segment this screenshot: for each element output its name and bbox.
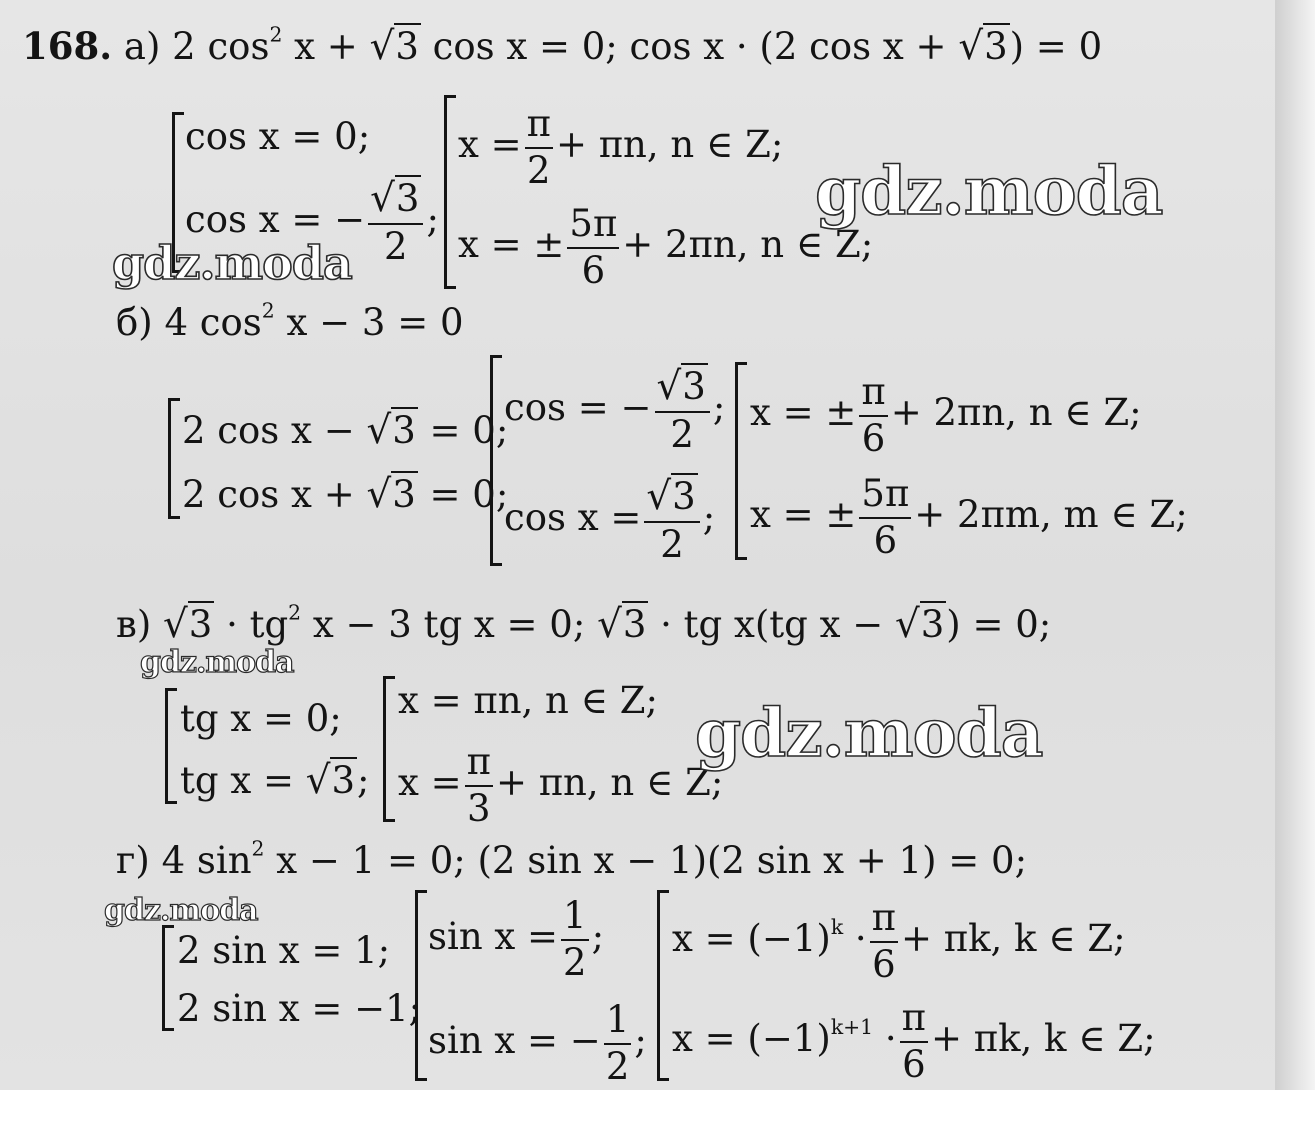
- equation: 2 sin x = −1;: [177, 987, 422, 1030]
- equation: 2 sin x = 1;: [177, 929, 391, 972]
- line-v: в) $√3 \cdot tg^2$ x − 3 tg x = 0; √3 · tg x(tg x − √3) = 0;: [116, 600, 1052, 647]
- problem-number: 168.: [22, 24, 113, 68]
- system-bracket: [444, 95, 456, 289]
- label-a: а): [123, 25, 161, 68]
- sqrt-3: √3: [958, 24, 1008, 69]
- system-bracket: [165, 688, 177, 804]
- equation: x = $\frac{\pi}{2}$ + πn, n ∈ Z;: [458, 102, 784, 192]
- system-bracket: [383, 676, 395, 822]
- label-v: в): [116, 603, 152, 646]
- watermark: gdz.moda: [815, 152, 1163, 230]
- line-b: б) 4 $\cos^2 x - 3 = 0$: [116, 298, 464, 344]
- sqrt-3: √3: [369, 24, 419, 69]
- equation: 2 cos x + √3 = 0;: [182, 472, 509, 517]
- equation: sin x = − $\frac{1}{2}$ ;: [428, 998, 647, 1088]
- system-bracket: [168, 398, 180, 519]
- equation: sin x = $\frac{1}{2}$ ;: [428, 894, 605, 984]
- equation: 2 cos x − √3 = 0;: [182, 408, 509, 453]
- watermark: gdz.moda: [112, 236, 352, 290]
- equation: tg x = √3;: [180, 758, 370, 803]
- equation: cos = − $\frac{√3}{2}$ ;: [504, 364, 726, 456]
- system-bracket: [490, 355, 502, 566]
- page-edge-shadow: [1275, 0, 1315, 1090]
- system-bracket: [415, 890, 427, 1081]
- system-bracket: [657, 890, 669, 1081]
- equation: cos x = 0;: [185, 115, 371, 158]
- equation: x = ± $\frac{5\pi}{6}$ + 2πm, m ∈ Z;: [750, 472, 1188, 562]
- watermark: gdz.moda: [695, 694, 1043, 772]
- equation: cos x = − $\frac{√3}{2}$ ;: [185, 176, 439, 268]
- equation: tg x = 0;: [180, 697, 342, 740]
- system-bracket: [162, 925, 174, 1031]
- watermark: gdz.moda: [140, 645, 294, 680]
- equation: x = $\frac{\pi}{3}$ + πn, n ∈ Z;: [398, 740, 724, 830]
- equation: x = ± $\frac{\pi}{6}$ + 2πn, n ∈ Z;: [750, 370, 1142, 460]
- equation: $x = (-1)^{k+1}$ · $\frac{\pi}{6}$ + πk, k ∈ Z;: [672, 996, 1156, 1086]
- equation: x = πn, n ∈ Z;: [398, 679, 658, 722]
- label-g: г): [116, 839, 150, 882]
- label-b: б): [116, 301, 153, 344]
- equation: x = ± $\frac{5\pi}{6}$ + 2πn, n ∈ Z;: [458, 202, 874, 292]
- line-g: г) 4 $\sin^2 x - 1 = 0$; (2 sin x − 1)(2 sin x + 1) = 0;: [116, 836, 1028, 882]
- equation: $x = (-1)^k$ · $\frac{\pi}{6}$ + πk, k ∈ Z;: [672, 896, 1126, 986]
- line-a: 168. а) 2 $\cos^2 x + √3$ cos x = 0; cos x · (2 cos x + √3) = 0: [22, 22, 1103, 69]
- system-bracket: [735, 362, 747, 560]
- equation: cos x = $\frac{√3}{2}$ ;: [504, 474, 716, 566]
- watermark: gdz.moda: [104, 893, 258, 928]
